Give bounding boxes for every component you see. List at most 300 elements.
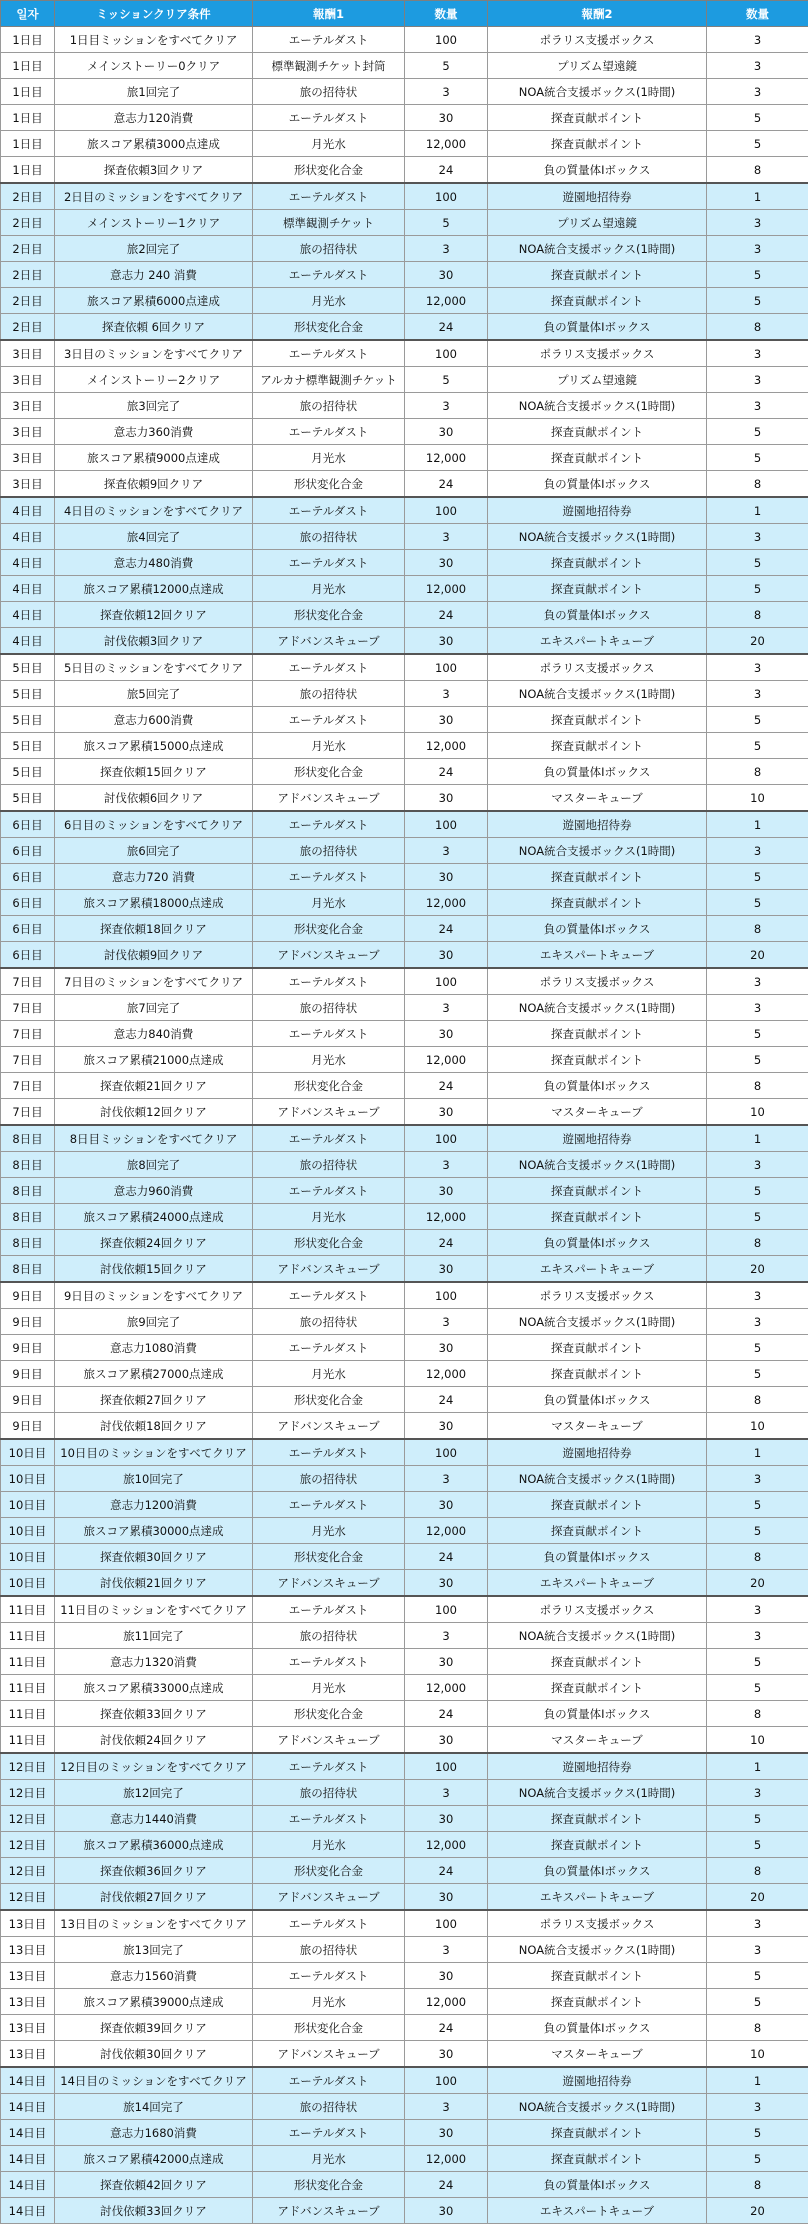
table-row xyxy=(1,2041,808,2068)
cell-qty2: 8 xyxy=(707,602,808,628)
cell-qty2: 10 xyxy=(707,1099,808,1126)
cell-day: 1日目 xyxy=(1,105,55,131)
cell-condition: 意志力1680消費 xyxy=(55,2120,253,2146)
cell-day: 6日目 xyxy=(1,916,55,942)
cell-reward2: 負の質量体Iボックス xyxy=(488,1230,707,1256)
cell-qty1: 3 xyxy=(405,995,488,1021)
cell-condition: 旅13回完了 xyxy=(55,1937,253,1963)
cell-qty1: 12,000 xyxy=(405,131,488,157)
table-row xyxy=(1,1910,808,1937)
cell-reward2: 負の質量体Iボックス xyxy=(488,471,707,498)
cell-qty1: 30 xyxy=(405,785,488,812)
table-row xyxy=(1,1178,808,1204)
table-row xyxy=(1,236,808,262)
cell-qty1: 3 xyxy=(405,393,488,419)
table-row xyxy=(1,2067,808,2094)
cell-qty1: 5 xyxy=(405,53,488,79)
cell-qty2: 5 xyxy=(707,1361,808,1387)
cell-reward1: 月光水 xyxy=(253,1518,405,1544)
cell-day: 12日目 xyxy=(1,1806,55,1832)
cell-reward1: 形状変化合金 xyxy=(253,1858,405,1884)
table-row xyxy=(1,1256,808,1283)
cell-reward1: エーテルダスト xyxy=(253,811,405,838)
cell-reward1: 旅の招待状 xyxy=(253,1780,405,1806)
cell-reward2: 探査貢献ポイント xyxy=(488,1649,707,1675)
cell-day: 9日目 xyxy=(1,1335,55,1361)
cell-qty2: 8 xyxy=(707,471,808,498)
cell-condition: 旅スコア累積3000点達成 xyxy=(55,131,253,157)
cell-condition: 旅スコア累積15000点達成 xyxy=(55,733,253,759)
cell-day: 2日目 xyxy=(1,210,55,236)
cell-qty1: 3 xyxy=(405,79,488,105)
cell-day: 12日目 xyxy=(1,1858,55,1884)
cell-qty1: 100 xyxy=(405,27,488,53)
cell-qty2: 10 xyxy=(707,2041,808,2068)
cell-reward2: NOA統合支援ボックス(1時間) xyxy=(488,1466,707,1492)
table-row xyxy=(1,707,808,733)
cell-reward1: エーテルダスト xyxy=(253,550,405,576)
table-row xyxy=(1,1675,808,1701)
cell-day: 11日目 xyxy=(1,1727,55,1754)
cell-qty2: 5 xyxy=(707,105,808,131)
cell-reward1: 旅の招待状 xyxy=(253,838,405,864)
cell-reward1: エーテルダスト xyxy=(253,1649,405,1675)
cell-reward1: 旅の招待状 xyxy=(253,681,405,707)
cell-reward2: 探査貢献ポイント xyxy=(488,1178,707,1204)
table-row xyxy=(1,890,808,916)
cell-reward2: 探査貢献ポイント xyxy=(488,262,707,288)
cell-condition: 討伐依頼27回クリア xyxy=(55,1884,253,1911)
cell-condition: 意志力1560消費 xyxy=(55,1963,253,1989)
cell-day: 7日目 xyxy=(1,968,55,995)
cell-day: 11日目 xyxy=(1,1596,55,1623)
cell-qty1: 12,000 xyxy=(405,1832,488,1858)
cell-condition: 探査依頼33回クリア xyxy=(55,1701,253,1727)
table-row xyxy=(1,471,808,498)
cell-reward1: アドバンスキューブ xyxy=(253,1570,405,1597)
cell-qty1: 24 xyxy=(405,1858,488,1884)
table-row xyxy=(1,785,808,812)
table-row xyxy=(1,1152,808,1178)
cell-reward1: エーテルダスト xyxy=(253,340,405,367)
cell-qty2: 3 xyxy=(707,340,808,367)
cell-day: 1日目 xyxy=(1,53,55,79)
cell-reward1: 形状変化合金 xyxy=(253,1701,405,1727)
table-row xyxy=(1,1204,808,1230)
cell-qty1: 30 xyxy=(405,2198,488,2224)
cell-qty2: 5 xyxy=(707,1989,808,2015)
cell-condition: 旅6回完了 xyxy=(55,838,253,864)
table-row xyxy=(1,628,808,655)
cell-qty2: 3 xyxy=(707,1780,808,1806)
cell-qty1: 30 xyxy=(405,1727,488,1754)
cell-reward2: 遊園地招待券 xyxy=(488,1125,707,1152)
cell-reward2: 探査貢献ポイント xyxy=(488,1335,707,1361)
table-row xyxy=(1,1047,808,1073)
cell-reward2: ポラリス支援ボックス xyxy=(488,1282,707,1309)
cell-qty1: 30 xyxy=(405,1649,488,1675)
cell-condition: 探査依頼39回クリア xyxy=(55,2015,253,2041)
table-row xyxy=(1,576,808,602)
cell-reward2: 負の質量体Iボックス xyxy=(488,2172,707,2198)
cell-qty1: 24 xyxy=(405,2172,488,2198)
cell-reward2: エキスパートキューブ xyxy=(488,1884,707,1911)
table-row xyxy=(1,995,808,1021)
cell-condition: 討伐依頼33回クリア xyxy=(55,2198,253,2224)
cell-day: 13日目 xyxy=(1,1989,55,2015)
cell-day: 12日目 xyxy=(1,1753,55,1780)
cell-reward1: エーテルダスト xyxy=(253,1753,405,1780)
cell-qty2: 5 xyxy=(707,262,808,288)
cell-reward1: 旅の招待状 xyxy=(253,1466,405,1492)
table-row xyxy=(1,1963,808,1989)
cell-reward2: NOA統合支援ボックス(1時間) xyxy=(488,236,707,262)
cell-reward1: 旅の招待状 xyxy=(253,995,405,1021)
cell-reward1: 旅の招待状 xyxy=(253,2094,405,2120)
cell-condition: 旅3回完了 xyxy=(55,393,253,419)
cell-day: 7日目 xyxy=(1,1073,55,1099)
cell-qty2: 3 xyxy=(707,1152,808,1178)
cell-qty1: 12,000 xyxy=(405,576,488,602)
cell-qty2: 8 xyxy=(707,157,808,184)
table-row xyxy=(1,2120,808,2146)
cell-qty1: 30 xyxy=(405,105,488,131)
cell-qty2: 8 xyxy=(707,314,808,341)
cell-day: 12日目 xyxy=(1,1884,55,1911)
cell-reward2: プリズム望遠鏡 xyxy=(488,53,707,79)
table-row xyxy=(1,1413,808,1440)
cell-reward1: エーテルダスト xyxy=(253,105,405,131)
cell-reward2: 負の質量体Iボックス xyxy=(488,157,707,184)
cell-qty1: 30 xyxy=(405,1256,488,1283)
cell-qty1: 30 xyxy=(405,864,488,890)
cell-qty2: 5 xyxy=(707,1492,808,1518)
cell-condition: メインストーリー0クリア xyxy=(55,53,253,79)
cell-reward2: 探査貢献ポイント xyxy=(488,1518,707,1544)
table-row xyxy=(1,105,808,131)
cell-day: 1日目 xyxy=(1,157,55,184)
cell-qty1: 24 xyxy=(405,759,488,785)
cell-condition: 討伐依頼6回クリア xyxy=(55,785,253,812)
cell-reward1: エーテルダスト xyxy=(253,1335,405,1361)
cell-day: 6日目 xyxy=(1,890,55,916)
table-row xyxy=(1,1649,808,1675)
cell-qty1: 12,000 xyxy=(405,890,488,916)
cell-day: 4日目 xyxy=(1,576,55,602)
cell-day: 14日目 xyxy=(1,2067,55,2094)
cell-condition: 旅8回完了 xyxy=(55,1152,253,1178)
cell-condition: 旅1回完了 xyxy=(55,79,253,105)
cell-condition: 探査依頼30回クリア xyxy=(55,1544,253,1570)
table-row xyxy=(1,262,808,288)
cell-reward1: 形状変化合金 xyxy=(253,1073,405,1099)
cell-qty2: 3 xyxy=(707,838,808,864)
cell-condition: 探査依頼 6回クリア xyxy=(55,314,253,341)
cell-reward2: 負の質量体Iボックス xyxy=(488,1858,707,1884)
table-row xyxy=(1,393,808,419)
cell-reward2: ポラリス支援ボックス xyxy=(488,27,707,53)
table-row xyxy=(1,1073,808,1099)
cell-qty2: 8 xyxy=(707,1544,808,1570)
cell-condition: 討伐依頼12回クリア xyxy=(55,1099,253,1126)
cell-reward2: 遊園地招待券 xyxy=(488,497,707,524)
table-row xyxy=(1,1701,808,1727)
cell-qty1: 3 xyxy=(405,236,488,262)
cell-reward2: NOA統合支援ボックス(1時間) xyxy=(488,838,707,864)
cell-reward1: エーテルダスト xyxy=(253,1492,405,1518)
cell-qty1: 24 xyxy=(405,1073,488,1099)
cell-qty2: 5 xyxy=(707,707,808,733)
cell-reward1: 旅の招待状 xyxy=(253,1623,405,1649)
cell-day: 10日目 xyxy=(1,1570,55,1597)
table-row xyxy=(1,681,808,707)
cell-day: 9日目 xyxy=(1,1413,55,1440)
cell-reward2: 探査貢献ポイント xyxy=(488,707,707,733)
cell-qty1: 30 xyxy=(405,628,488,655)
cell-qty2: 20 xyxy=(707,1570,808,1597)
cell-qty2: 3 xyxy=(707,968,808,995)
table-row xyxy=(1,1937,808,1963)
cell-day: 3日目 xyxy=(1,471,55,498)
cell-reward1: 形状変化合金 xyxy=(253,2172,405,2198)
cell-day: 13日目 xyxy=(1,1937,55,1963)
cell-condition: 旅4回完了 xyxy=(55,524,253,550)
cell-condition: 6日目のミッションをすべてクリア xyxy=(55,811,253,838)
cell-qty1: 5 xyxy=(405,210,488,236)
cell-qty2: 8 xyxy=(707,1387,808,1413)
cell-condition: 旅11回完了 xyxy=(55,1623,253,1649)
cell-condition: 旅10回完了 xyxy=(55,1466,253,1492)
table-row xyxy=(1,1806,808,1832)
cell-condition: 5日目のミッションをすべてクリア xyxy=(55,654,253,681)
cell-condition: 旅9回完了 xyxy=(55,1309,253,1335)
cell-qty2: 3 xyxy=(707,524,808,550)
table-row xyxy=(1,1832,808,1858)
cell-condition: 旅スコア累積27000点達成 xyxy=(55,1361,253,1387)
cell-condition: 14日目のミッションをすべてクリア xyxy=(55,2067,253,2094)
cell-qty2: 5 xyxy=(707,1806,808,1832)
cell-reward1: エーテルダスト xyxy=(253,968,405,995)
cell-reward2: ポラリス支援ボックス xyxy=(488,968,707,995)
table-row xyxy=(1,1387,808,1413)
table-row xyxy=(1,1570,808,1597)
cell-qty2: 5 xyxy=(707,1047,808,1073)
cell-condition: 1日目ミッションをすべてクリア xyxy=(55,27,253,53)
cell-day: 8日目 xyxy=(1,1204,55,1230)
cell-reward2: マスターキューブ xyxy=(488,785,707,812)
cell-day: 2日目 xyxy=(1,236,55,262)
cell-reward1: 形状変化合金 xyxy=(253,1387,405,1413)
cell-qty1: 30 xyxy=(405,1570,488,1597)
cell-condition: 旅5回完了 xyxy=(55,681,253,707)
cell-reward1: 月光水 xyxy=(253,2146,405,2172)
cell-reward2: 探査貢献ポイント xyxy=(488,1204,707,1230)
cell-day: 10日目 xyxy=(1,1492,55,1518)
cell-reward2: 負の質量体Iボックス xyxy=(488,1387,707,1413)
cell-reward2: 探査貢献ポイント xyxy=(488,1832,707,1858)
cell-condition: 探査依頼42回クリア xyxy=(55,2172,253,2198)
cell-qty1: 12,000 xyxy=(405,2146,488,2172)
table-row xyxy=(1,1361,808,1387)
table-row xyxy=(1,1518,808,1544)
cell-day: 4日目 xyxy=(1,628,55,655)
cell-qty1: 30 xyxy=(405,262,488,288)
cell-reward2: エキスパートキューブ xyxy=(488,1570,707,1597)
cell-reward1: 形状変化合金 xyxy=(253,2015,405,2041)
cell-reward2: 探査貢献ポイント xyxy=(488,1047,707,1073)
cell-reward1: 形状変化合金 xyxy=(253,602,405,628)
cell-day: 7日目 xyxy=(1,995,55,1021)
cell-day: 3日目 xyxy=(1,340,55,367)
cell-reward1: 月光水 xyxy=(253,1989,405,2015)
table-row xyxy=(1,1780,808,1806)
cell-reward2: 探査貢献ポイント xyxy=(488,288,707,314)
cell-qty1: 12,000 xyxy=(405,445,488,471)
table-row xyxy=(1,314,808,341)
cell-condition: 意志力 240 消費 xyxy=(55,262,253,288)
cell-qty1: 24 xyxy=(405,1544,488,1570)
cell-qty2: 20 xyxy=(707,1256,808,1283)
cell-condition: 意志力840消費 xyxy=(55,1021,253,1047)
cell-reward1: 旅の招待状 xyxy=(253,79,405,105)
cell-reward1: 形状変化合金 xyxy=(253,314,405,341)
cell-qty1: 100 xyxy=(405,183,488,210)
cell-reward1: アドバンスキューブ xyxy=(253,785,405,812)
cell-reward2: NOA統合支援ボックス(1時間) xyxy=(488,1623,707,1649)
cell-condition: 意志力1200消費 xyxy=(55,1492,253,1518)
cell-condition: 意志力120消費 xyxy=(55,105,253,131)
table-row xyxy=(1,602,808,628)
cell-reward1: エーテルダスト xyxy=(253,864,405,890)
cell-day: 13日目 xyxy=(1,1963,55,1989)
cell-condition: 旅2回完了 xyxy=(55,236,253,262)
cell-qty1: 30 xyxy=(405,2120,488,2146)
cell-day: 5日目 xyxy=(1,707,55,733)
cell-reward1: アドバンスキューブ xyxy=(253,2198,405,2224)
table-row xyxy=(1,210,808,236)
cell-day: 13日目 xyxy=(1,2041,55,2068)
table-row xyxy=(1,838,808,864)
cell-qty2: 10 xyxy=(707,785,808,812)
table-row xyxy=(1,1492,808,1518)
cell-day: 11日目 xyxy=(1,1675,55,1701)
cell-reward2: エキスパートキューブ xyxy=(488,942,707,969)
cell-qty1: 12,000 xyxy=(405,1989,488,2015)
cell-day: 7日目 xyxy=(1,1021,55,1047)
cell-qty1: 30 xyxy=(405,1806,488,1832)
cell-day: 9日目 xyxy=(1,1387,55,1413)
cell-day: 13日目 xyxy=(1,2015,55,2041)
cell-qty2: 5 xyxy=(707,1021,808,1047)
cell-reward1: 月光水 xyxy=(253,733,405,759)
cell-reward2: 負の質量体Iボックス xyxy=(488,602,707,628)
cell-qty1: 12,000 xyxy=(405,1361,488,1387)
cell-reward1: 月光水 xyxy=(253,288,405,314)
cell-reward2: 探査貢献ポイント xyxy=(488,1806,707,1832)
cell-reward1: アドバンスキューブ xyxy=(253,628,405,655)
cell-reward1: エーテルダスト xyxy=(253,1806,405,1832)
cell-condition: 旅スコア累積39000点達成 xyxy=(55,1989,253,2015)
cell-day: 2日目 xyxy=(1,262,55,288)
cell-reward2: 遊園地招待券 xyxy=(488,183,707,210)
table-row xyxy=(1,1596,808,1623)
cell-day: 12日目 xyxy=(1,1780,55,1806)
cell-qty1: 3 xyxy=(405,2094,488,2120)
cell-qty2: 3 xyxy=(707,1309,808,1335)
cell-condition: 探査依頼18回クリア xyxy=(55,916,253,942)
cell-reward1: エーテルダスト xyxy=(253,497,405,524)
cell-reward1: 旅の招待状 xyxy=(253,524,405,550)
cell-qty1: 30 xyxy=(405,1099,488,1126)
cell-day: 1日目 xyxy=(1,79,55,105)
cell-condition: 旅スコア累積24000点達成 xyxy=(55,1204,253,1230)
cell-day: 5日目 xyxy=(1,654,55,681)
cell-qty2: 10 xyxy=(707,1727,808,1754)
cell-reward2: プリズム望遠鏡 xyxy=(488,210,707,236)
cell-qty2: 8 xyxy=(707,1073,808,1099)
table-row xyxy=(1,916,808,942)
table-row xyxy=(1,288,808,314)
cell-day: 8日目 xyxy=(1,1125,55,1152)
cell-day: 11日目 xyxy=(1,1649,55,1675)
cell-qty2: 1 xyxy=(707,811,808,838)
cell-reward1: 月光水 xyxy=(253,1832,405,1858)
cell-condition: 旅スコア累積36000点達成 xyxy=(55,1832,253,1858)
cell-reward2: エキスパートキューブ xyxy=(488,628,707,655)
cell-reward1: 月光水 xyxy=(253,1675,405,1701)
cell-reward2: 遊園地招待券 xyxy=(488,1439,707,1466)
cell-condition: 意志力360消費 xyxy=(55,419,253,445)
cell-day: 5日目 xyxy=(1,785,55,812)
cell-qty1: 100 xyxy=(405,1910,488,1937)
cell-condition: 意志力720 消費 xyxy=(55,864,253,890)
cell-reward1: エーテルダスト xyxy=(253,1282,405,1309)
cell-day: 11日目 xyxy=(1,1623,55,1649)
cell-day: 14日目 xyxy=(1,2198,55,2224)
cell-qty1: 24 xyxy=(405,1701,488,1727)
cell-condition: 旅スコア累積18000点達成 xyxy=(55,890,253,916)
cell-qty2: 1 xyxy=(707,183,808,210)
cell-qty1: 30 xyxy=(405,1178,488,1204)
cell-condition: 3日目のミッションをすべてクリア xyxy=(55,340,253,367)
cell-qty2: 1 xyxy=(707,1125,808,1152)
cell-reward1: 月光水 xyxy=(253,1361,405,1387)
table-row xyxy=(1,497,808,524)
cell-day: 14日目 xyxy=(1,2094,55,2120)
cell-qty2: 5 xyxy=(707,2146,808,2172)
cell-reward1: 形状変化合金 xyxy=(253,1544,405,1570)
cell-day: 8日目 xyxy=(1,1256,55,1283)
cell-reward1: エーテルダスト xyxy=(253,2067,405,2094)
cell-qty1: 100 xyxy=(405,811,488,838)
cell-qty2: 10 xyxy=(707,1413,808,1440)
cell-day: 5日目 xyxy=(1,733,55,759)
cell-qty1: 12,000 xyxy=(405,1518,488,1544)
cell-day: 3日目 xyxy=(1,419,55,445)
cell-qty2: 5 xyxy=(707,288,808,314)
cell-reward2: 探査貢献ポイント xyxy=(488,1492,707,1518)
cell-qty2: 5 xyxy=(707,550,808,576)
cell-condition: 13日目のミッションをすべてクリア xyxy=(55,1910,253,1937)
cell-day: 12日目 xyxy=(1,1832,55,1858)
cell-day: 11日目 xyxy=(1,1701,55,1727)
cell-qty2: 8 xyxy=(707,1701,808,1727)
cell-qty1: 30 xyxy=(405,419,488,445)
cell-qty2: 20 xyxy=(707,2198,808,2224)
cell-day: 6日目 xyxy=(1,838,55,864)
cell-reward1: 形状変化合金 xyxy=(253,471,405,498)
cell-day: 8日目 xyxy=(1,1152,55,1178)
